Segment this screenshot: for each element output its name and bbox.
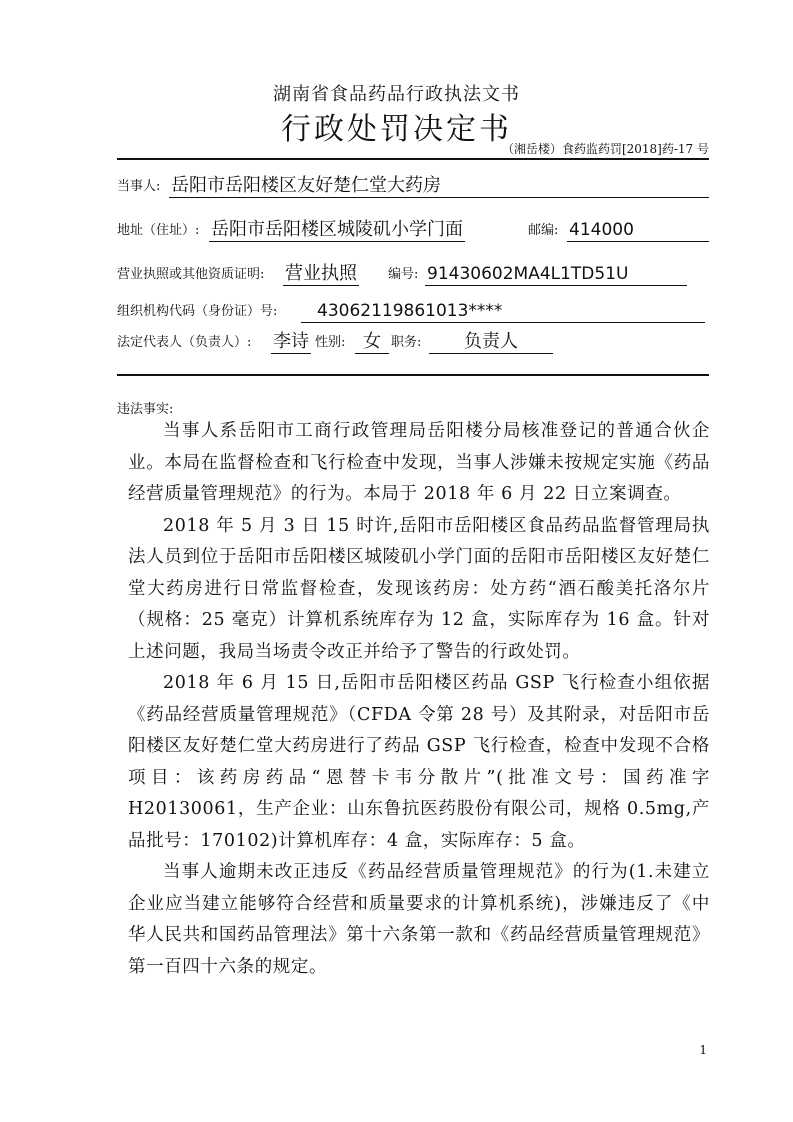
position-value: 负责人	[429, 331, 553, 354]
document-title: 行政处罚决定书	[281, 112, 512, 147]
representative-row	[117, 330, 709, 354]
license-number-value: 91430602MA4L1TD51U	[425, 263, 687, 286]
party-name-value: 岳阳市岳阳楼区友好楚仁堂大药房	[169, 175, 709, 198]
facts-paragraph: 当事人系岳阳市工商行政管理局岳阳楼分局核准登记的普通合伙企业。本局在监督检查和飞行检查中发现，当事人涉嫌未按规定实施《药品经营质量管理规范》的行为。本局于 2018 年 6 月 22 日立案调查。	[128, 421, 710, 504]
postcode-label: 邮编:	[528, 223, 559, 238]
page-number: 1	[699, 1043, 707, 1057]
address-row	[117, 218, 709, 242]
facts-paragraph: 当事人逾期未改正违反《药品经营质量管理规范》的行为(1.未建立企业应当建立能够符合经营和质量要求的计算机系统)，涉嫌违反了《中华人民共和国药品管理法》第十六条第一款和《药品经营质量管理规范》第一百四十六条的规定。	[128, 862, 710, 977]
document-number: （湘岳楼）食药监药罚[2018]药-17 号	[501, 142, 709, 156]
address-value: 岳阳市岳阳楼区城陵矶小学门面	[211, 219, 463, 240]
party-name-label: 当事人:	[117, 179, 161, 194]
representative-label: 法定代表人（负责人）:	[117, 335, 252, 350]
facts-paragraph: 2018 年 6 月 15 日,岳阳市岳阳楼区药品 GSP 飞行检查小组依据《药品经营质量管理规范》（CFDA 令第 28 号）及其附录，对岳阳市岳阳楼区友好楚仁堂大药房进行了药品 GSP 飞行检查，检查中发现不合格项目：该药房药品“恩替卡韦分散片”(批准文号：国药准字 H20130061，生产企业：山东鲁抗医药股份有限公司，规格 0.5mg,产品批号：170102)计算机库存：4 盒，实际库存：5 盒。	[128, 673, 710, 851]
facts-body	[128, 416, 710, 983]
org-code-label: 组织机构代码（身份证）号:	[117, 304, 278, 319]
bottom-rule	[117, 374, 709, 376]
document-subtitle: 湖南省食品药品行政执法文书	[273, 84, 520, 105]
license-number-label: 编号:	[388, 267, 419, 282]
gender-label: 性别:	[315, 335, 346, 350]
address-label: 地址（住址）:	[117, 223, 200, 238]
position-label: 职务:	[391, 335, 422, 350]
postcode-value: 414000	[567, 219, 709, 242]
gender-value: 女	[355, 331, 389, 354]
org-code-row	[117, 299, 709, 323]
representative-value: 李诗	[273, 331, 309, 352]
facts-paragraph: 2018 年 5 月 3 日 15 时许,岳阳市岳阳楼区食品药品监督管理局执法人员到位于岳阳市岳阳楼区城陵矶小学门面的岳阳市岳阳楼区友好楚仁堂大药房进行日常监督检查，发现该药房：处方药“酒石酸美托洛尔片（规格：25 毫克）计算机系统库存为 12 盒，实际库存为 16 盒。针对上述问题，我局当场责令改正并给予了警告的行政处罚。	[128, 515, 710, 662]
org-code-value: 43062119861013****	[301, 300, 705, 323]
license-row	[117, 262, 709, 286]
license-label: 营业执照或其他资质证明:	[117, 267, 265, 282]
facts-label: 违法事实:	[117, 402, 174, 417]
top-rule	[117, 158, 709, 160]
license-value: 营业执照	[285, 263, 357, 284]
party-name-row	[117, 174, 709, 198]
